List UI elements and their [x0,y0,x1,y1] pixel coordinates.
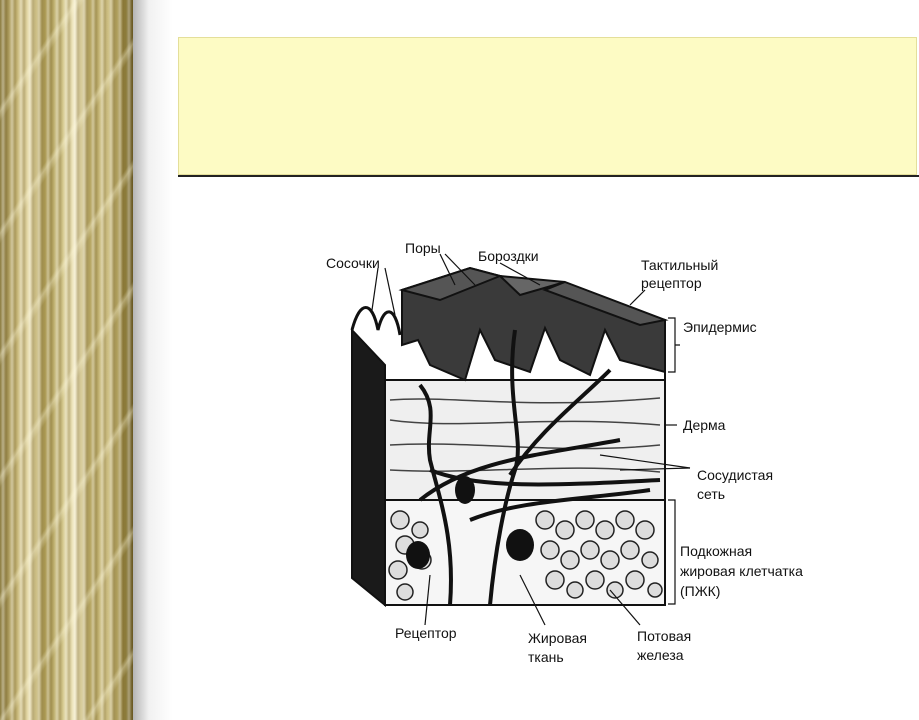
label-papillae: Сосочки [326,255,380,271]
title-divider [178,175,919,177]
label-subcutaneous-line2: жировая клетчатка [680,563,803,579]
decorative-sidebar [0,0,133,720]
label-pores: Поры [405,240,441,256]
label-fat-tissue-line2: ткань [528,649,564,665]
label-vascular-network-line1: Сосудистая [697,467,774,483]
label-receptor: Рецептор [395,625,457,641]
skin-diagram [300,240,860,680]
label-tactile-receptor-line1: Тактильный [641,257,719,273]
label-tactile-receptor-line2: рецептор [641,275,702,291]
title-box [178,37,917,175]
label-fat-tissue-line1: Жировая [528,630,587,646]
label-sweat-gland-line1: Потовая [637,628,692,644]
label-dermis: Дерма [683,417,726,433]
sidebar-shadow [133,0,173,720]
label-furrows: Бороздки [478,248,539,264]
label-epidermis: Эпидермис [683,319,757,335]
label-subcutaneous-line1: Подкожная [680,543,753,559]
label-subcutaneous-line3: (ПЖК) [680,583,721,599]
skin-block [352,268,665,605]
label-vascular-network-line2: сеть [697,486,726,502]
label-sweat-gland-line2: железа [637,647,684,663]
